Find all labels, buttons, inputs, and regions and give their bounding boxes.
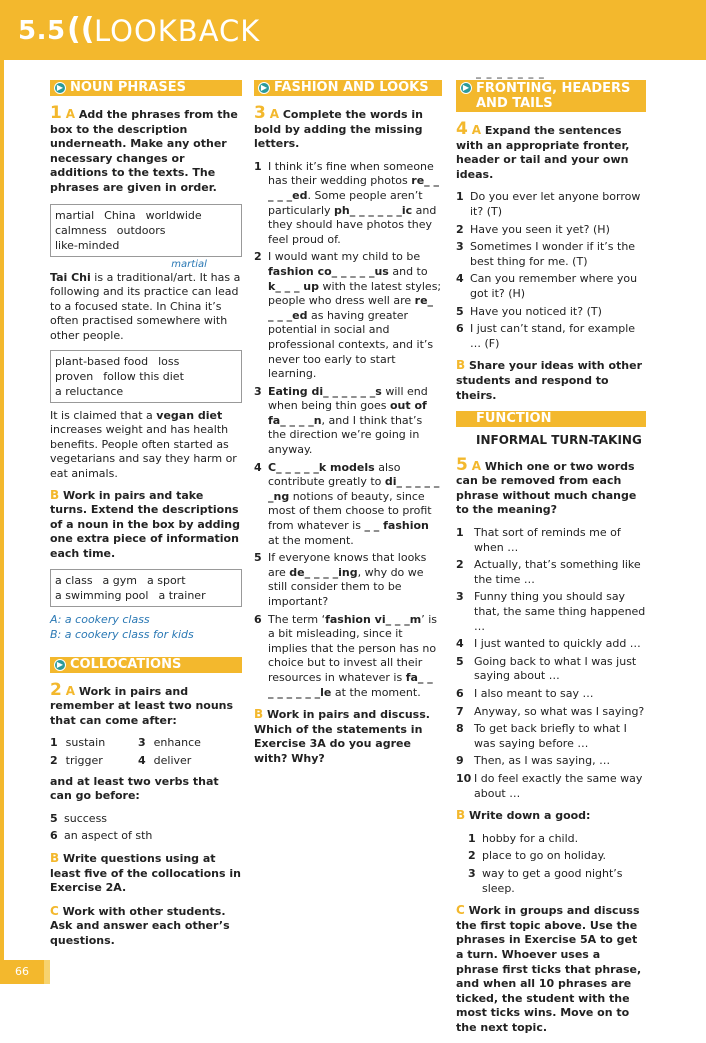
list-item: 4 deliver — [138, 754, 192, 768]
write-down-list — [456, 832, 646, 896]
column-right — [456, 68, 646, 1043]
exercise-5c-instruction: C Work in groups and discuss the first topic above. Use the phrases in Exercise 5A to get a turn. Whoever uses a phrase first ticks that phrase, and when all 10 phrases are ticked, the student with the most ticks wins. Move on to the next topic. — [456, 903, 642, 1034]
list-item: 10 I do feel exactly the same way about … — [456, 771, 643, 800]
page-banner — [0, 0, 706, 60]
list-item: 3 Eating di_ _ _ _ _ _s will end when being thin goes out of fa_ _ _ _n, and I think that’s the direction we’re going in anyway. — [254, 384, 428, 457]
list-item: 2 trigger — [50, 754, 103, 768]
list-item: 8 To get back briefly to what I was saying before … — [456, 722, 627, 750]
section-fronting-heading: _ _ _ _ _ _ _ ▶ FRONTING, HEADERS AND TAILS — [456, 80, 646, 112]
handwritten-annotation: martial — [171, 258, 207, 270]
exercise-2a-instruction: 2 A Work in pairs and remember at least two nouns that can come after: — [50, 679, 234, 727]
exercise-5a-instruction: 5 A Which one or two words can be removed from each phrase without much change to the meaning? — [456, 454, 637, 517]
list-item: 2 I would want my child to be fashion co_ _ _ _ _us and to k_ _ _ up with the latest styles; people who dress well are re_ _ _ _ed as having greater potential in social and professional contexts, and it’s never too early to start learning. — [254, 250, 442, 381]
list-item: 6 I also meant to say … — [456, 687, 594, 700]
section-noun-phrases-heading: ▶ NOUN PHRASES — [50, 80, 242, 96]
list-item: 1 That sort of reminds me of when … — [456, 526, 621, 554]
list-item: 1 hobby for a child. — [468, 831, 579, 845]
exercise-5b-instruction: B Write down a good: — [456, 808, 591, 823]
phrase-box-3: a class a gym a sport a swimming pool a trainer — [50, 569, 242, 607]
exercise-3a-instruction: 3 A Complete the words in bold by adding the missing letters. — [254, 103, 423, 151]
fashion-statements-list — [254, 160, 442, 700]
section-collocations-heading: ▶ COLLOCATIONS — [50, 657, 242, 673]
unit-number: 5.5 — [18, 16, 66, 46]
exercise-4b-instruction: B Share your ideas with other students and respond to theirs. — [456, 358, 642, 402]
section-fashion-heading: ▶ FASHION AND LOOKS — [254, 80, 442, 96]
left-margin-bar — [0, 60, 4, 960]
list-item: 5 Have you noticed it? (T) — [456, 304, 602, 318]
page-number: 66 — [0, 960, 44, 984]
list-item: 3 way to get a good night’s sleep. — [468, 866, 623, 895]
example-a: A: a cookery class — [50, 613, 150, 627]
list-item: 2 place to go on holiday. — [468, 849, 607, 863]
exercise-2b-instruction: B Write questions using at least five of the collocations in Exercise 2A. — [50, 851, 241, 895]
list-item: 3 enhance — [138, 736, 201, 750]
noun-collocation-list — [50, 736, 242, 768]
exercise-3b-instruction: B Work in pairs and discuss. Which of the statements in Exercise 3A do you agree with? Why? — [254, 707, 430, 765]
fronting-sentences-list — [456, 190, 646, 351]
list-item: 6 The term ‘fashion vi_ _ _m’ is a bit misleading, since it implies that the person has no choice but to invest all their resources in whatever is fa_ _ _ _ _ _ _ _le at the moment. — [254, 612, 437, 699]
list-item: 4 C_ _ _ _ _k models also contribute greatly to di_ _ _ _ _ _ng notions of beauty, since most of them choose to profit from whatever is _ _ fashion at the moment. — [254, 460, 440, 547]
dashes-line: _ _ _ _ _ _ _ — [476, 68, 545, 79]
example-b: B: a cookery class for kids — [50, 628, 194, 642]
video-icon: ▶ — [460, 82, 472, 94]
list-item: 2 Have you seen it yet? (H) — [456, 222, 610, 236]
exercise-1a-instruction: 1 A Add the phrases from the box to the description underneath. Make any other necessary changes or additions to the texts. The phrases are given in order. — [50, 103, 238, 194]
list-item: 4 Can you remember where you got it? (H) — [456, 272, 638, 300]
sound-waves-icon: (( — [67, 12, 95, 47]
list-item: 4 I just wanted to quickly add … — [456, 637, 641, 651]
phrase-box-2: plant-based food loss proven follow this diet a reluctance — [50, 350, 242, 403]
list-item: 1 sustain — [50, 736, 106, 750]
list-item: 3 Funny thing you should say that, the same thing happened … — [456, 590, 646, 633]
list-item: 5 If everyone knows that looks are de_ _ _ _ing, why do we still consider them to be important? — [254, 551, 427, 608]
section-function-heading: FUNCTION — [456, 411, 646, 427]
list-item: 5 Going back to what I was just saying about … — [456, 654, 637, 683]
list-item: 6 I just can’t stand, for example … (F) — [456, 322, 636, 350]
text-vegan-diet: It is claimed that a vegan diet increases weight and has health benefits. People often started as vegetarians and say they harm or eat animals. — [50, 408, 237, 480]
list-item: 1 Do you ever let anyone borrow it? (T) — [456, 190, 641, 218]
page-title: LOOKBACK — [94, 14, 261, 48]
verb-collocation-list — [50, 812, 242, 844]
exercise-2a-verbs-instruction: and at least two verbs that can go before: — [50, 774, 219, 803]
list-item: 3 Sometimes I wonder if it’s the best thing for me. (T) — [456, 240, 636, 268]
list-item: 9 Then, as I was saying, … — [456, 754, 611, 768]
video-icon: ▶ — [258, 82, 270, 94]
list-item: 7 Anyway, so what was I saying? — [456, 704, 645, 718]
exercise-4a-instruction: 4 A Expand the sentences with an appropriate fronter, header or tail and your own ideas. — [456, 119, 630, 181]
turn-taking-phrases-list — [456, 526, 646, 801]
section-function-subheading: INFORMAL TURN-TAKING — [476, 433, 642, 448]
text-tai-chi: Tai Chi is a traditional martial /art. It has a following and its practice can lead to a focused state. In China it’s often practised somewhere with other people. — [50, 258, 241, 342]
list-item: 5 success — [50, 811, 108, 825]
phrase-box-1: martial China worldwide calmness outdoors like-minded — [50, 204, 242, 257]
exercise-1b-instruction: B Work in pairs and take turns. Extend the descriptions of a noun in the box by adding one extra piece of information each time. — [50, 487, 240, 560]
column-left — [50, 80, 242, 957]
list-item: 1 I think it’s fine when someone has their wedding photos re_ _ _ _ _ed. Some people aren’t particularly ph_ _ _ _ _ _ic and they should have photos they feel proud of. — [254, 159, 439, 246]
exercise-2c-instruction: C Work with other students. Ask and answer each other’s questions. — [50, 903, 230, 947]
video-icon: ▶ — [54, 659, 66, 671]
list-item: 6 an aspect of sth — [50, 829, 153, 843]
video-icon: ▶ — [54, 82, 66, 94]
list-item: 2 Actually, that’s something like the time … — [456, 558, 641, 586]
column-middle — [254, 80, 442, 775]
